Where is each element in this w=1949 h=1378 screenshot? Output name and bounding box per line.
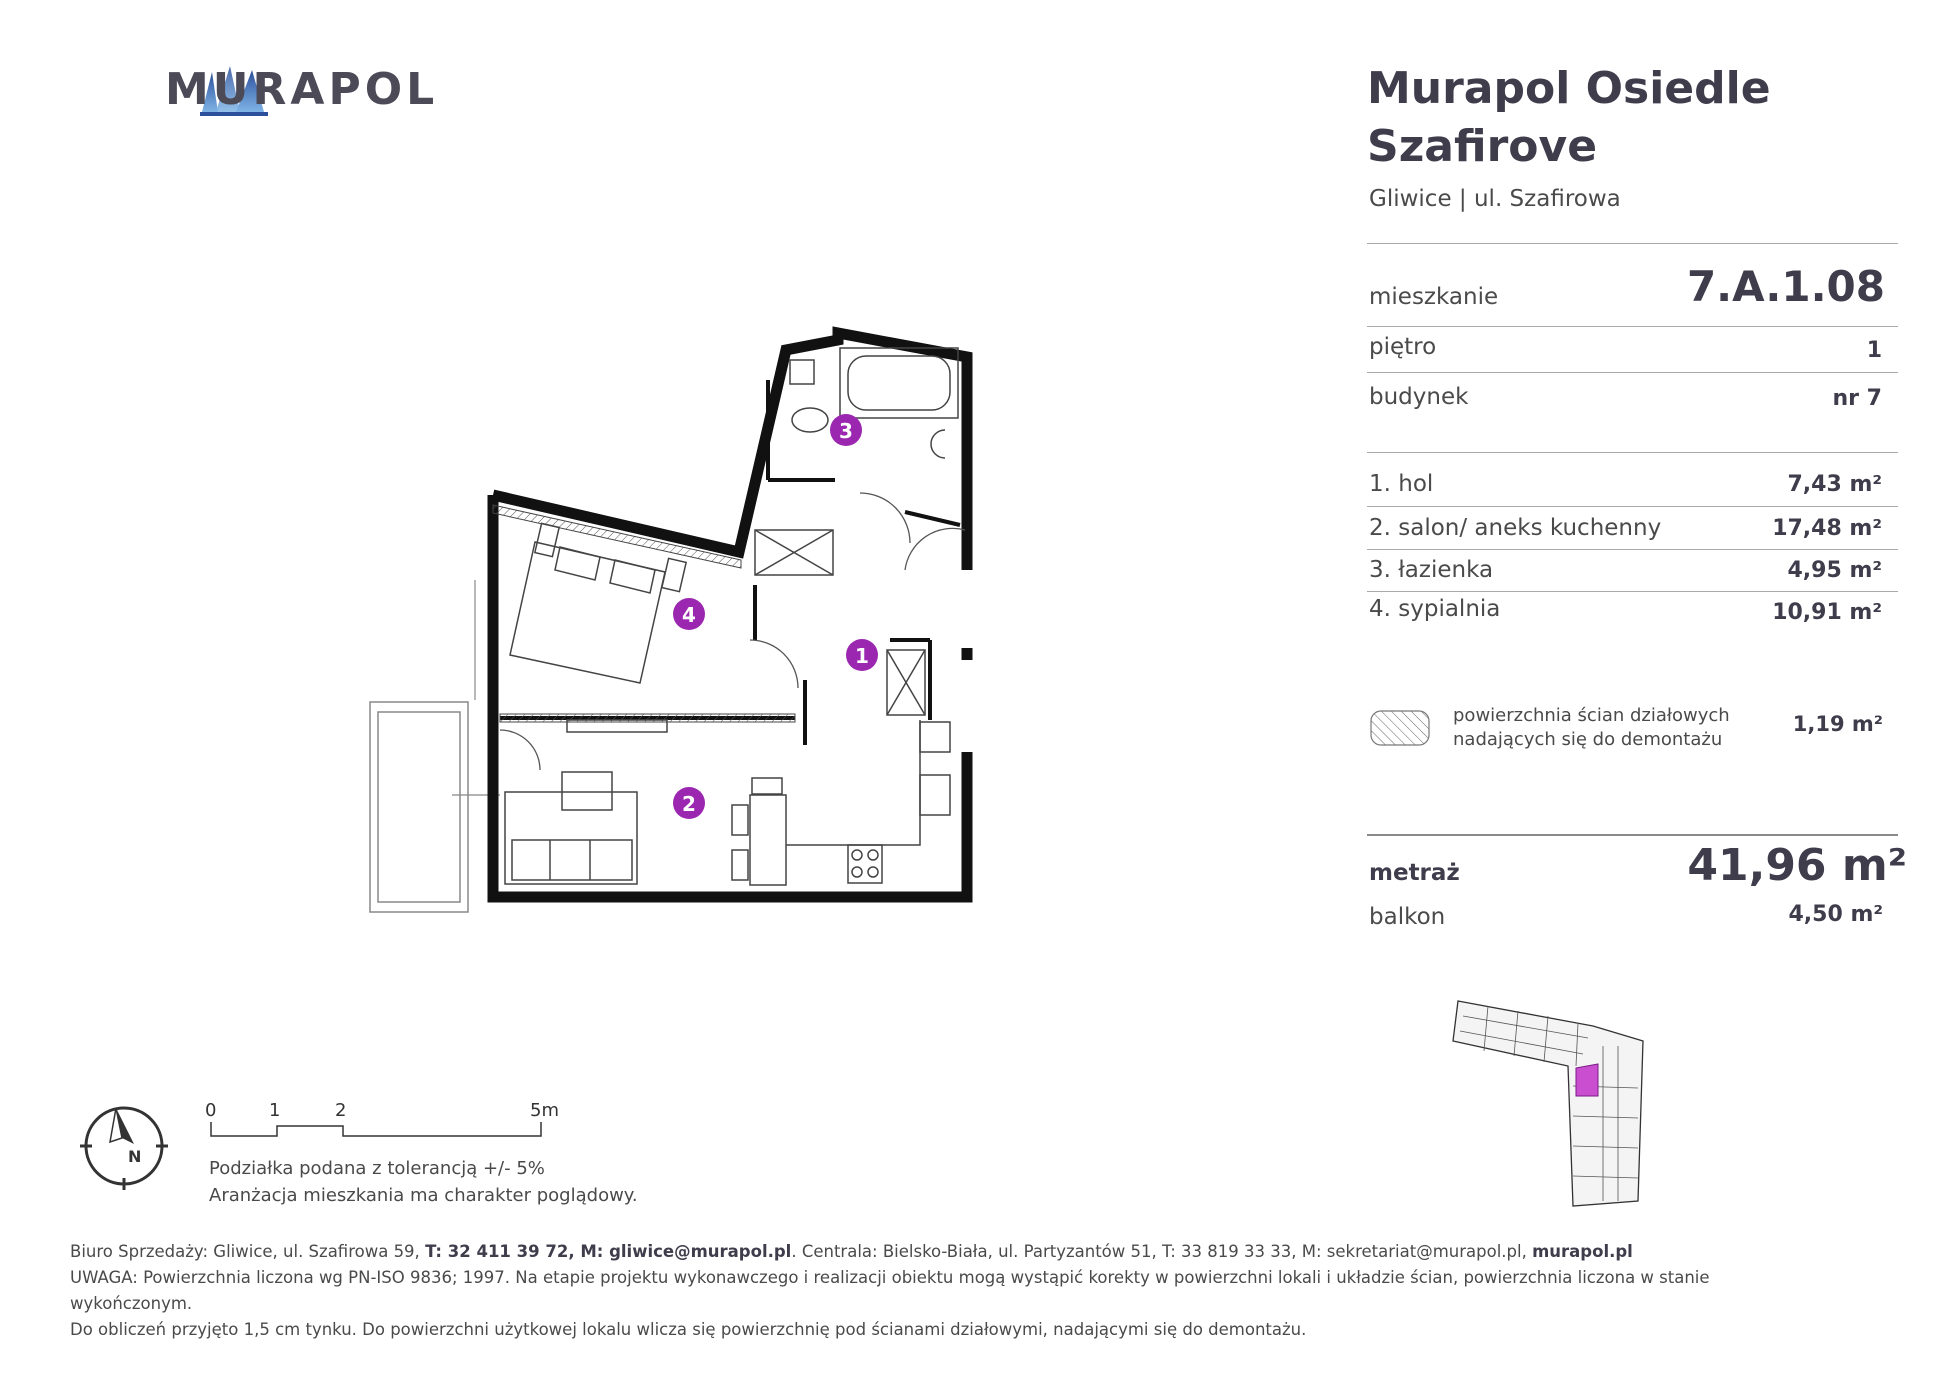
balcony-value: 4,50 m² [1788,902,1883,927]
scale-bar [205,1096,565,1146]
room-marker-2 [673,787,705,819]
building-value: nr 7 [1832,386,1882,411]
room-label-sypialnia: 4. sypialnia [1369,596,1501,622]
footer-notice-cont: wykończonym. [70,1294,193,1313]
footer-sales-office: Biuro Sprzedaży: Gliwice, ul. Szafirowa 59, [70,1242,426,1261]
project-title: Murapol Osiedle Szafirove [1367,63,1771,172]
room-marker-3 [830,414,862,446]
balcony [370,702,468,912]
room-marker-1 [846,639,878,671]
arrangement-note: Aranżacja mieszkania ma charakter poglądowy. [209,1185,638,1206]
svg-text:1: 1 [855,644,869,668]
room-area-salon: 17,48 m² [1772,516,1882,541]
footer-headquarters: . Centrala: Bielsko-Biała, ul. Partyzantów 51, T: 33 819 33 33, M: sekretariat@murapol.pl, [791,1242,1533,1261]
footer-contact [70,1242,1633,1261]
apartment-label: mieszkanie [1369,284,1499,310]
svg-text:2: 2 [682,792,696,816]
divider [1367,506,1898,507]
dining-table [732,778,786,885]
divider [1367,591,1898,592]
svg-text:4: 4 [682,603,696,627]
compass-north-label: N [128,1147,142,1166]
ventilation-shaft [755,530,925,715]
building-key-plan [1448,996,1693,1211]
divider [1367,834,1898,836]
doors [500,493,965,770]
footer-website-link[interactable]: murapol.pl [1532,1242,1633,1261]
washing-machine [790,360,814,384]
floor-value: 1 [1866,338,1882,363]
demolishable-wall [493,505,741,568]
scale-tick-0: 0 [205,1100,217,1121]
total-area-label: metraż [1369,860,1460,886]
toilet [792,408,828,432]
project-subtitle: Gliwice | ul. Szafirowa [1369,186,1621,212]
floor-label: piętro [1369,334,1437,360]
scale-tolerance-note: Podziałka podana z tolerancją +/- 5% [209,1158,545,1179]
balcony-label: balkon [1369,904,1446,930]
scale-tick-1: 1 [269,1100,281,1121]
room-label-lazienka: 3. łazienka [1369,557,1494,583]
divider [1367,372,1898,373]
scale-tick-2: 2 [335,1100,347,1121]
logo-wordmark: MURAPOL [165,64,439,115]
floor-plan [360,320,980,920]
footer-sales-contact[interactable]: T: 32 411 39 72, M: gliwice@murapol.pl [425,1242,792,1261]
divider [1367,326,1898,327]
building-label: budynek [1369,384,1469,410]
room-area-lazienka: 4,95 m² [1787,558,1882,583]
highlighted-unit [1576,1064,1598,1096]
divider [1367,549,1898,550]
hatch-legend-icon [1370,710,1430,746]
demolishable-wall [500,714,795,722]
divider [1367,243,1898,244]
compass-icon [78,1100,170,1192]
room-label-hol: 1. hol [1369,471,1434,497]
sink [931,430,945,458]
bathtub [840,348,958,418]
svg-text:3: 3 [839,419,853,443]
legend-description: powierzchnia ścian działowych nadających się do demontażu [1453,705,1730,750]
room-area-sypialnia: 10,91 m² [1772,600,1882,625]
coffee-table [562,772,612,810]
sofa [505,792,637,884]
room-marker-4 [673,598,705,630]
apartment-number: 7.A.1.08 [1686,262,1885,311]
scale-tick-5m: 5m [530,1100,559,1121]
legend-value: 1,19 m² [1792,712,1883,736]
footer-notice: UWAGA: Powierzchnia liczona wg PN-ISO 9836; 1997. Na etapie projektu wykonawczego i realizacji obiektu mogą wystąpić korekty w powierzchni lokali i układzie ścian, powierzchnia liczona w stanie [70,1268,1710,1287]
room-area-hol: 7,43 m² [1787,472,1882,497]
kitchen-counter [786,720,950,883]
room-label-salon: 2. salon/ aneks kuchenny [1369,515,1662,541]
footer-plaster-note: Do obliczeń przyjęto 1,5 cm tynku. Do powierzchni użytkowej lokalu wlicza się powierzchnię pod ścianami działowymi, nadającymi się do demontażu. [70,1320,1307,1339]
total-area-value: 41,96 m² [1687,840,1907,891]
divider [1367,452,1898,453]
